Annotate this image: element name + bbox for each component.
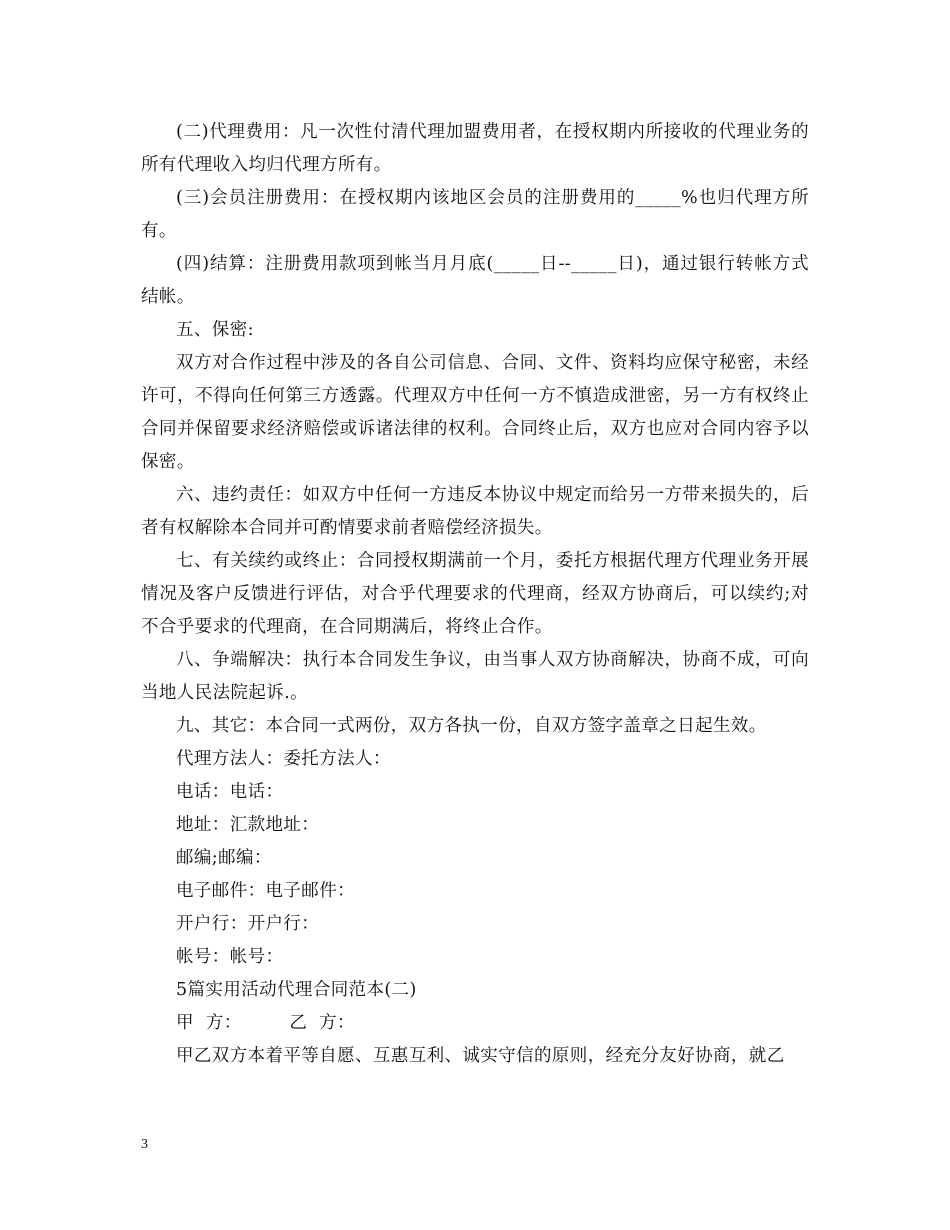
signature-account: 帐号：帐号： [176, 947, 284, 967]
signature-email: 电子邮件：电子邮件： [176, 881, 355, 901]
clause-settlement: (四)结算：注册费用款项到帐当月月底(_____日--_____日)，通过银行转帐方式结帐。 [141, 254, 809, 307]
signature-address: 地址：汇款地址： [176, 815, 320, 835]
clause-dispute-resolution: 八、争端解决：执行本合同发生争议，由当事人双方协商解决，协商不成，可向当地人民法院起诉.。 [141, 650, 809, 703]
page-number: 3 [141, 1137, 148, 1152]
clause-other: 九、其它：本合同一式两份，双方各执一份，自双方签字盖章之日起生效。 [176, 716, 767, 736]
signature-postcode: 邮编;邮编： [176, 848, 272, 868]
contract-preamble: 甲乙双方本着平等自愿、互惠互利、诚实守信的原则，经充分友好协商，就乙 [176, 1046, 785, 1066]
clause-member-registration-fee: (三)会员注册费用：在授权期内该地区会员的注册费用的_____%也归代理方所有。 [141, 188, 809, 241]
signature-phone: 电话：电话： [176, 782, 284, 802]
clause-agency-fee: (二)代理费用：凡一次性付清代理加盟费用者，在授权期内所接收的代理业务的所有代理收入均归代理方所有。 [141, 122, 809, 175]
parties-line: 甲 方： 乙 方： [176, 1013, 355, 1033]
signature-legal-person: 代理方法人：委托方法人： [176, 749, 391, 769]
signature-bank: 开户行：开户行： [176, 914, 320, 934]
clause-confidentiality: 双方对合作过程中涉及的各自公司信息、合同、文件、资料均应保守秘密，未经许可，不得向任何第三方透露。代理双方中任何一方不慎造成泄密，另一方有权终止合同并保留要求经济赔偿或诉诸法律的权利。合同终止后，双方也应对合同内容予以保密。 [141, 353, 809, 472]
document-body [141, 116, 809, 1073]
clause-renewal-termination: 七、有关续约或终止：合同授权期满前一个月，委托方根据代理方代理业务开展情况及客户反馈进行评估，对合乎代理要求的代理商，经双方协商后，可以续约;对不合乎要求的代理商，在合同期满后，将终止合作。 [141, 551, 809, 637]
clause-breach-liability: 六、违约责任：如双方中任何一方违反本协议中规定而给另一方带来损失的，后者有权解除本合同并可酌情要求前者赔偿经济损失。 [141, 485, 809, 538]
section-heading-confidentiality: 五、保密: [176, 320, 254, 340]
section-title-contract-2: 5篇实用活动代理合同范本(二) [176, 980, 417, 1000]
